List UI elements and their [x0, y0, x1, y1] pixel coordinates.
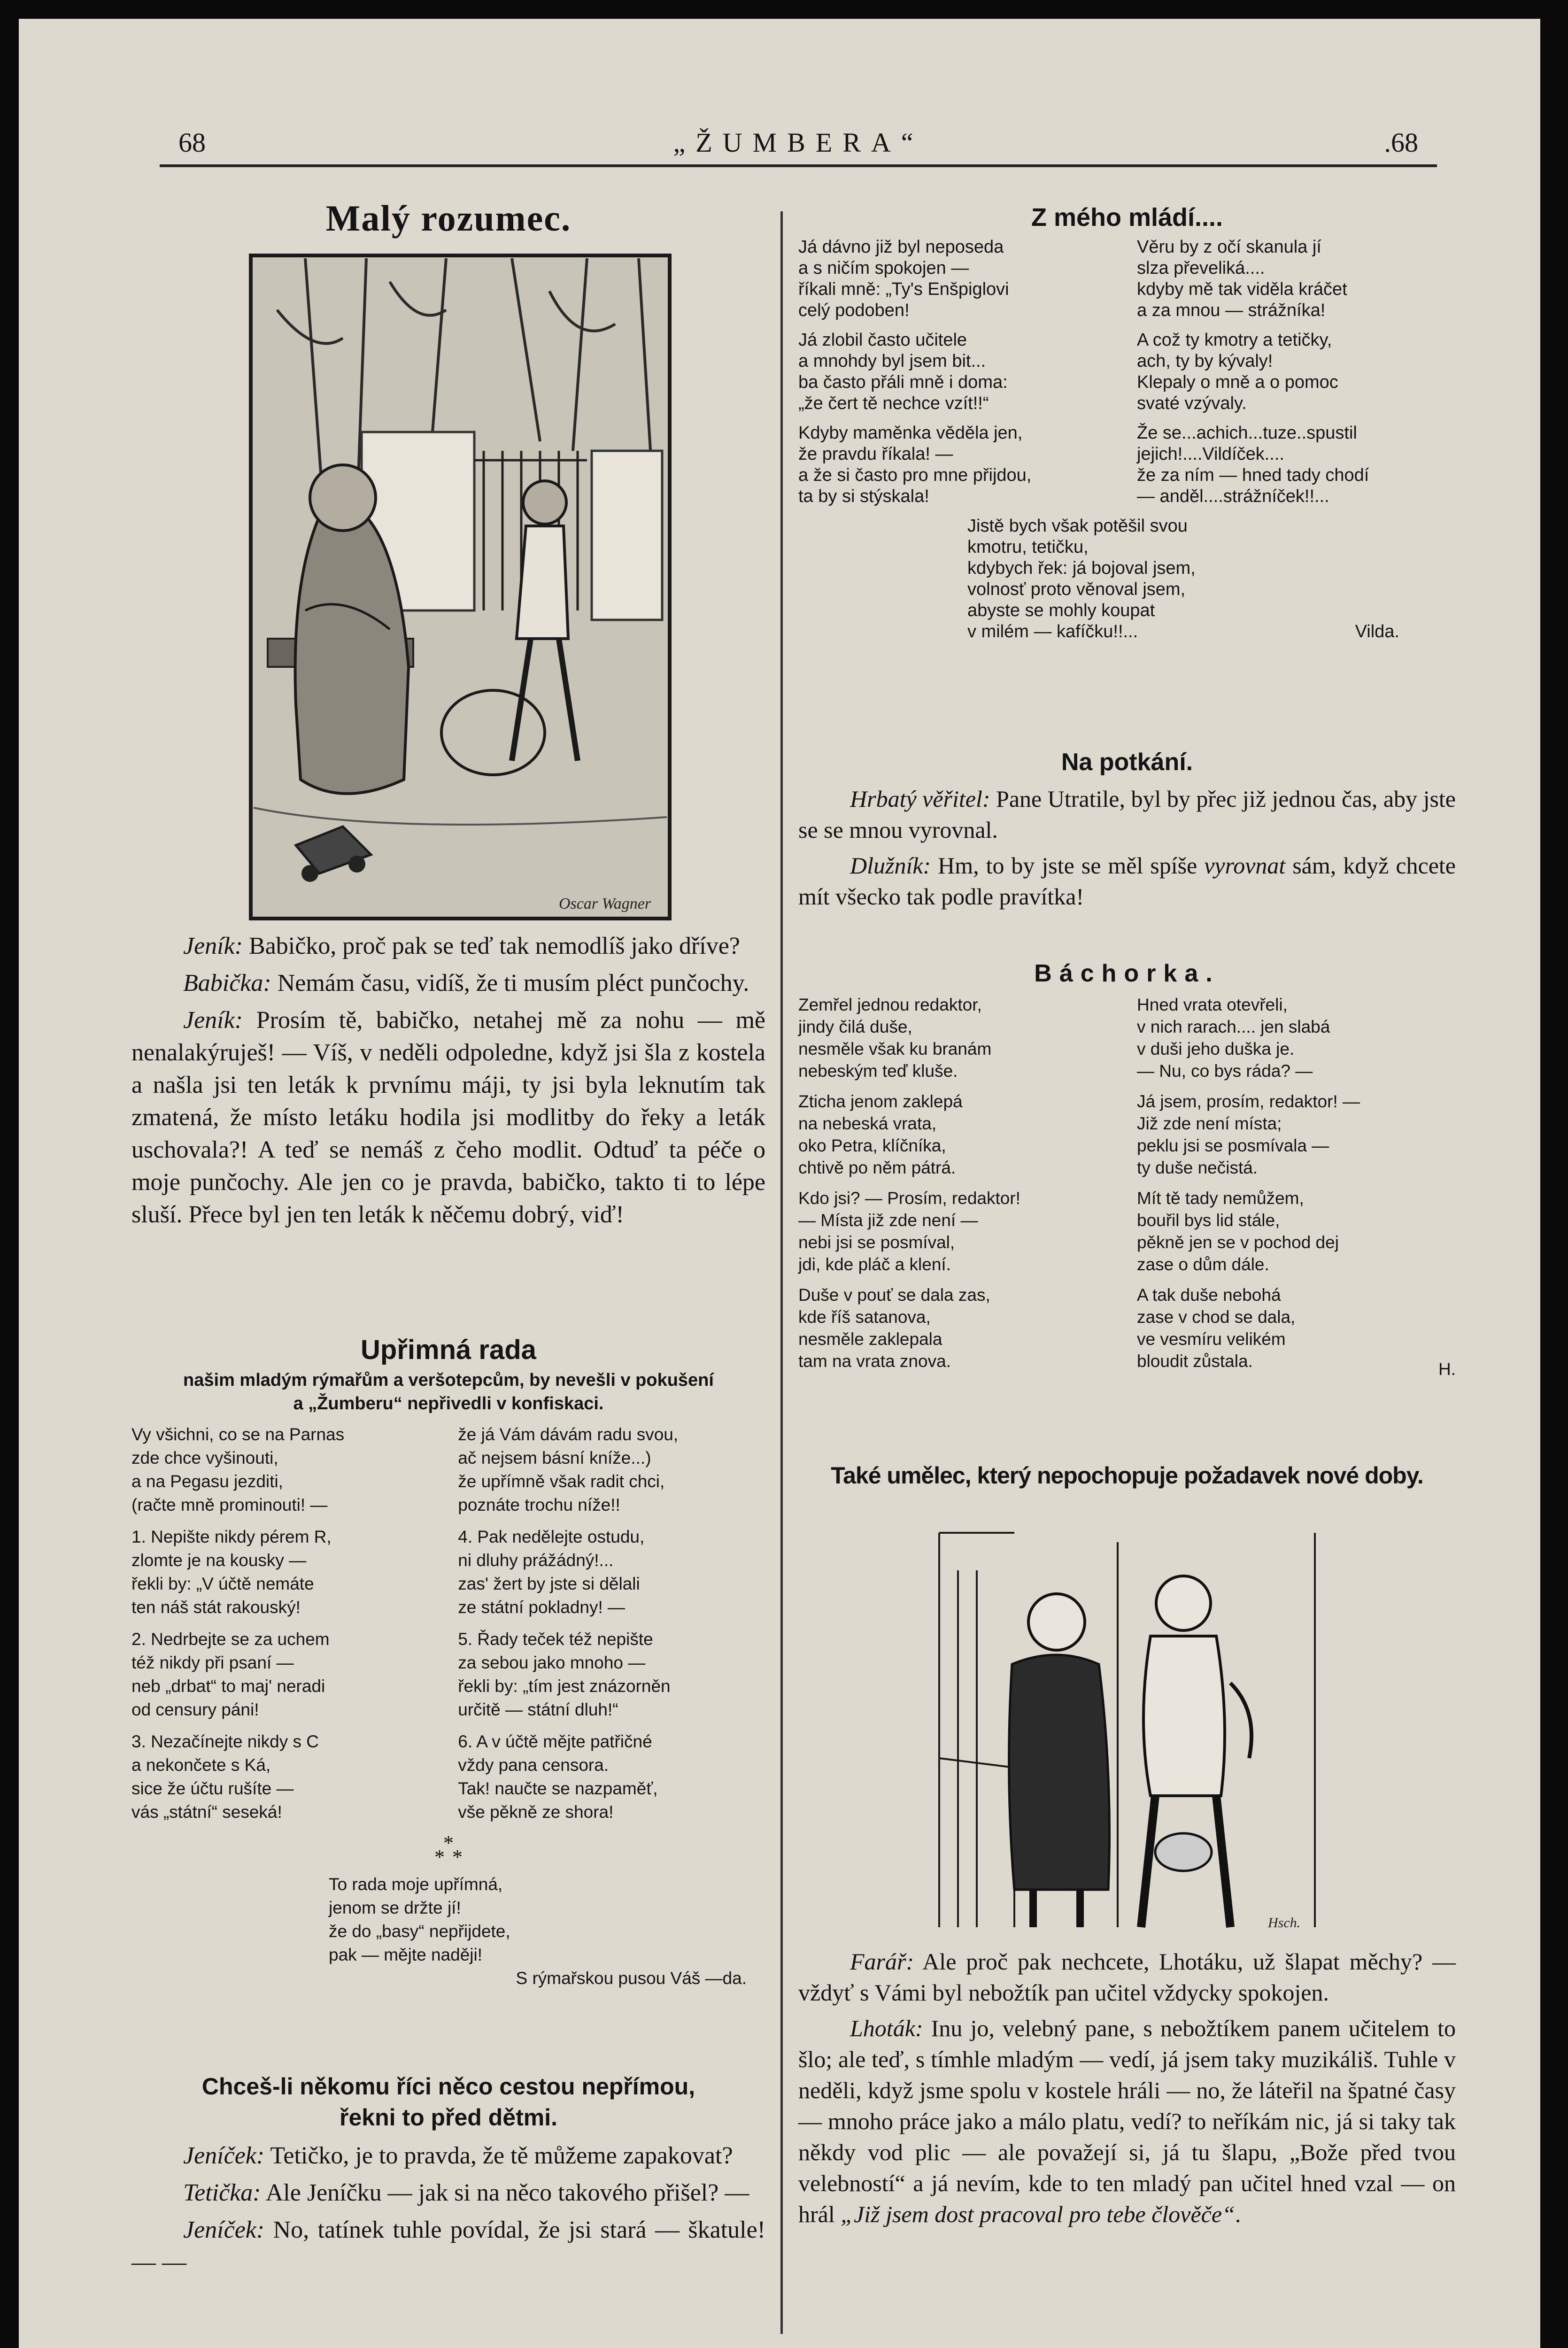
illustration-signature: Oscar Wagner [559, 895, 651, 912]
poem-final-block [798, 516, 1456, 642]
stanza [1137, 237, 1456, 321]
verse-line: a nekončete s Ká, [131, 1755, 271, 1775]
verse-line: — Nu, co bys ráda? — [1137, 1061, 1313, 1081]
stanza [458, 1730, 765, 1824]
stanza [131, 1423, 439, 1517]
verse-line: nebi jsi se posmíval, [798, 1233, 955, 1252]
paragraph [798, 850, 1456, 912]
verse-line: Já jsem, prosím, redaktor! — [1137, 1092, 1360, 1111]
verse-line: poznáte trochu níže!! [458, 1495, 620, 1514]
dialogue-text [798, 1946, 1456, 2230]
verse-line: To rada moje upřímná, [329, 1875, 503, 1894]
verse-line: svaté vzývaly. [1137, 394, 1247, 413]
speaker-label: Lhoták: [850, 2015, 923, 2041]
verse-line: 6. A v účtě mějte patřičné [458, 1732, 652, 1751]
speaker-label: Babička: [183, 970, 271, 996]
verse-line: v milém — kafíčku!!... [967, 622, 1138, 641]
verse-line: Jistě bych však potěšil svou [967, 516, 1188, 536]
column-divider [780, 211, 783, 2334]
paragraph [131, 1004, 765, 1231]
article-title [131, 2071, 765, 2133]
verse-line: a za mnou — strážníka! [1137, 301, 1326, 320]
stanza [1137, 1187, 1456, 1275]
verse-line: že pravdu říkala! — [798, 444, 953, 464]
newspaper-page [19, 19, 1540, 2348]
verse-line: Zemřel jednou redaktor, [798, 995, 982, 1014]
stanza [131, 1525, 439, 1619]
verse-line: Kdyby maměnka věděla jen, [798, 423, 1023, 443]
verse-line: za sebou jako mnoho — [458, 1653, 646, 1672]
verse-line: ač nejsem básní knížе...) [458, 1448, 651, 1468]
illustration-priest-and-organ-bellows-man [930, 1514, 1334, 1937]
verse-line: sice že účtu rušíte — [131, 1779, 294, 1798]
stanza [798, 423, 1117, 507]
verse-line: jejich!....Vildíček.... [1137, 444, 1284, 464]
intro-line: a „Žumberu“ nepřivedli v konfiskaci. [293, 1394, 604, 1413]
verse-line: nebeským teď kluše. [798, 1061, 958, 1081]
paragraph [798, 2013, 1456, 2230]
paragraph-text: Inu jo, velebný pane, s nebožtíkem panem učitelem to šlo; ale teď, s tímhle mladým — vedí, já jsem taky muzikáliš. Tuhle v neděli, když jsme spolu v kostele hráli — no, že láteřil na špatné časy — mnoho práce jako a málo platu, vedí? to neříkám nic, já si taky tak někdy vod plic — ale považejí si, já tu šlapu, „Bože před tvou velebností“ a já nevím, kde to ten mladý pan učitel hned vzal — on hrál [798, 2015, 1456, 2227]
verse-line: peklu jsi se posmívala — [1137, 1136, 1329, 1155]
paragraph [798, 783, 1456, 845]
paragraph [131, 967, 765, 999]
poem-left-column [798, 994, 1117, 1381]
verse-line: — Místa již zde není — [798, 1211, 978, 1230]
article-chces-li [131, 2071, 765, 2283]
paragraph-text: Babičko, proč pak se teď tak nemodlíš jako dříve? [243, 933, 740, 959]
speaker-label: Jeníček: [183, 2142, 265, 2169]
verse-line: jdi, kde pláč a klení. [798, 1255, 951, 1274]
verse-line: Že se...achich...tuze..spustil [1137, 423, 1357, 443]
verse-line: 4. Pak nedělejte ostudu, [458, 1527, 645, 1546]
verse-line: v nich rarach.... jen slabá [1137, 1017, 1330, 1036]
verse-line: nesměle zaklepala [798, 1329, 942, 1349]
left-column [131, 178, 765, 2348]
stanza [798, 1187, 1117, 1275]
stanza [798, 330, 1117, 414]
article-na-potkani [798, 747, 1456, 917]
article-uprimna-rada [131, 1334, 765, 1990]
verse-line: zlomte je na kousky — [131, 1551, 307, 1570]
verse-line: a že si často pro mne přijdou, [798, 465, 1032, 485]
verse-line: kdybych řek: já bojoval jsem, [967, 558, 1196, 578]
verse-line: Věru by z očí skanula jí [1137, 237, 1321, 257]
paragraph-text: Ale Jeníčku — jak si na něco takového přišel? — [261, 2179, 749, 2206]
dialogue-text [798, 783, 1456, 912]
speaker-label: Dlužník: [850, 852, 931, 879]
verse-line: Již zde není místa; [1137, 1114, 1282, 1133]
verse-line: a mnohdy byl jsem bit... [798, 351, 986, 371]
title-line: Chceš-li někomu říci něco cestou nepřímou, [201, 2073, 695, 2100]
paragraph [798, 1946, 1456, 2008]
poem-two-columns [798, 237, 1456, 516]
stanza [131, 1730, 439, 1824]
verse-line: tam na vrata znova. [798, 1352, 951, 1371]
poem-two-columns [131, 1423, 765, 1832]
verse-line: vás „státní“ seseká! [131, 1802, 282, 1822]
article-intro [131, 1368, 765, 1415]
poem-two-columns [798, 994, 1456, 1381]
right-column [798, 188, 1456, 2348]
verse-line: slza převeliká.... [1137, 258, 1265, 278]
article-maly-rozumec [131, 197, 765, 1236]
illustration-grandmother-and-boy [249, 254, 672, 920]
verse-line: 1. Nepište nikdy pérem R, [131, 1527, 332, 1546]
speaker-label: Jeník: [183, 1007, 243, 1034]
article-z-meho-mladi [798, 202, 1456, 642]
verse-line: že do „basy“ nepřijdete, [329, 1922, 510, 1941]
stanza [458, 1525, 765, 1619]
verse-line: chtivě po něm pátrá. [798, 1158, 956, 1177]
paragraph-text: Nemám času, vidíš, že ti musím pléct punčochy. [271, 970, 749, 996]
verse-line: kmotru, tetičku, [967, 537, 1089, 557]
stanza [798, 1090, 1117, 1179]
speaker-label: Jeníček: [183, 2217, 265, 2243]
verse-line: ni dluhy prážádný!... [458, 1551, 614, 1570]
verse-line: Kdo jsi? — Prosím, redaktor! [798, 1189, 1020, 1208]
verse-line: A což ty kmotry a tetičky, [1137, 330, 1332, 350]
paragraph-text: Pane Utratile, byl by přec již jednou čas, aby jste se se mnou vyrovnal. [798, 786, 1456, 843]
stanza [1137, 330, 1456, 414]
verse-line: nesměle však ku branám [798, 1039, 992, 1058]
speaker-label: Farář: [850, 1948, 914, 1975]
verse-line: jindy čilá duše, [798, 1017, 912, 1036]
verse-line: Tak! naučte se nazpaměť, [458, 1779, 658, 1798]
verse-line: též nikdy při psaní — [131, 1653, 294, 1672]
verse-line: Mít tě tady nemůžem, [1137, 1189, 1304, 1208]
page-number-left: 68 [178, 127, 206, 158]
paragraph-emphasis: vyrovnat [1204, 852, 1286, 879]
verse-line: 3. Nezačínejte nikdy s C [131, 1732, 319, 1751]
verse-line: ze státní pokladny! — [458, 1598, 626, 1617]
paragraph [131, 930, 765, 962]
poem-left-column [131, 1423, 439, 1832]
article-take-umelec [798, 1460, 1456, 2234]
verse-line: že upřímně však radit chci, [458, 1472, 665, 1491]
article-title: Z mého mládí.... [1031, 203, 1223, 232]
verse-line: Klepaly o mně a o pomoc [1137, 372, 1338, 392]
stanza [1137, 423, 1456, 507]
verse-line: abyste se mohly koupat [967, 601, 1155, 620]
poem-signature: Vilda. [1355, 622, 1399, 641]
article-title: Malý rozumec. [325, 198, 572, 239]
paragraph-text-tail: sám, když chcete mít všecko tak podle pravítka! [798, 852, 1456, 910]
verse-line: Já dávno již byl neposeda [798, 237, 1004, 257]
title-line: řekni to před dětmi. [340, 2104, 557, 2131]
verse-line: a na Pegasu jezditi, [131, 1472, 283, 1491]
verse-line: Zticha jenom zaklepá [798, 1092, 963, 1111]
verse-line: na nebeská vrata, [798, 1114, 937, 1133]
verse-line: neb „drbat“ to maj' neradi [131, 1676, 325, 1696]
paragraph [131, 2214, 765, 2278]
verse-line: že za ním — hned tady chodí [1137, 465, 1369, 485]
verse-line: bouřil bys lid stále, [1137, 1211, 1280, 1230]
dialogue-text [131, 930, 765, 1231]
paragraph [131, 2177, 765, 2209]
verse-line: říkali mně: „Ty's Enšpiglovi [798, 279, 1009, 299]
paragraph-text-tail: . [1235, 2201, 1241, 2227]
page-number-right: .68 [1384, 127, 1418, 158]
verse-line: a s ničím spokojen — [798, 258, 969, 278]
verse-line: ach, ty by kývaly! [1137, 351, 1273, 371]
verse-line: bloudit zůstala. [1137, 1352, 1253, 1371]
verse-line: kdyby mě tak viděla kráčet [1137, 279, 1347, 299]
verse-line: kde říš satanova, [798, 1307, 931, 1327]
verse-line: zase v chod se dala, [1137, 1307, 1296, 1327]
verse-line: 2. Nedrbejte se za uchem [131, 1630, 330, 1649]
verse-line: vždy pana censora. [458, 1755, 609, 1775]
article-bachorka [798, 958, 1456, 1379]
stanza [1137, 1284, 1456, 1372]
verse-line: pak — mějte naději! [329, 1945, 483, 1964]
verse-line: 5. Řady teček též nepište [458, 1630, 653, 1649]
paragraph [131, 2139, 765, 2172]
verse-line: — anděl....strážníček!!... [1137, 487, 1329, 506]
stanza [1137, 1090, 1456, 1179]
verse-line: oko Petra, klíčníka, [798, 1136, 946, 1155]
poem-right-column [458, 1423, 765, 1832]
stanza [458, 1628, 765, 1722]
verse-line: v duši jeho duška je. [1137, 1039, 1295, 1058]
poem-right-column [1137, 994, 1456, 1381]
speaker-label: Tetička: [183, 2179, 261, 2206]
verse-line: Já zlobil často učitele [798, 330, 967, 350]
verse-line: zase o dům dále. [1137, 1255, 1269, 1274]
article-title: Upřimná rada [361, 1335, 536, 1365]
verse-line: Hned vrata otevřeli, [1137, 995, 1288, 1014]
verse-line: určitě — státní dluh!“ [458, 1700, 618, 1719]
speaker-label: Hrbatý věřitel: [850, 786, 990, 812]
poem-right-column [1137, 237, 1456, 516]
verse-line: volnosť proto věnoval jsem, [967, 579, 1186, 599]
dialogue-text [131, 2139, 765, 2278]
verse-line: řekli by: „tím jest znázorněn [458, 1676, 671, 1696]
stanza [1137, 994, 1456, 1082]
verse-line: ba často přáli mně i doma: [798, 372, 1008, 392]
article-title: Na potkání. [1061, 749, 1193, 776]
verse-line: vše pěkně ze shora! [458, 1802, 614, 1822]
verse-line: A tak duše nebohá [1137, 1285, 1281, 1305]
verse-line: že já Vám dávám radu svou, [458, 1425, 679, 1444]
paragraph-text: Prosím tě, babičko, netahej mě za nohu — mě nenalakýruješ! — Víš, v neděli odpoledne, když jsi šla z kostela a našla jsi ten leták k prvnímu máji, ty jsi byla leknutím tak zmatená, že místo letáku hodila jsi modlitby do řeky a leták uschovala?! A teď se nemáš z čeho modlit. Odtuď ta péče o moje punčochy. Ale jen co je pravda, babičko, takto ti to lépe sluší. Přece byl jen ten leták k něčemu dobrý, viď! [131, 1007, 765, 1228]
verse-line: Duše v pouť se dala zas, [798, 1285, 990, 1305]
verse-line: ta by si stýskala! [798, 487, 929, 506]
paragraph-text: Tetičko, je to pravda, že tě můžeme zapakovat? [264, 2142, 733, 2169]
verse-line: ty duše nečistá. [1137, 1158, 1258, 1177]
stanza [798, 1284, 1117, 1372]
speaker-label: Jeník: [183, 933, 243, 959]
poem-signature: H. [1438, 1359, 1456, 1379]
verse-line: zas' žert by jste si dělali [458, 1574, 640, 1593]
verse-line: řekli by: „V účtě nemáte [131, 1574, 314, 1593]
page-header [160, 122, 1437, 167]
verse-line: od censury páni! [131, 1700, 259, 1719]
verse-line: Vy všichni, co se na Parnas [131, 1425, 345, 1444]
poem-signature: S rýmařskou pusou Váš —da. [516, 1969, 747, 1988]
article-title: Také umělec, který nepochopuje požadavek nové doby. [831, 1462, 1423, 1489]
verse-line: „že čert tě nechce vzít!!“ [798, 394, 989, 413]
verse-line: (račte mně prominouti! — [131, 1495, 328, 1514]
verse-line: zde chce vyšinouti, [131, 1448, 278, 1468]
paragraph-text: No, tatínek tuhle povídal, že jsi stará — škatule! — — [131, 2217, 765, 2276]
asterism-divider: * * * [434, 1831, 463, 1869]
verse-line: ten náš stát rakouský! [131, 1598, 301, 1617]
verse-line: ve vesmíru velikém [1137, 1329, 1286, 1349]
paragraph-text: Hm, to by jste se měl spíše [931, 852, 1205, 879]
paragraph-emphasis: „Již jsem dost pracoval pro tebe člověče“ [841, 2201, 1235, 2227]
article-title: Báchorka. [1034, 960, 1220, 987]
poem-left-column [798, 237, 1117, 516]
stanza [131, 1628, 439, 1722]
verse-line: jenom se držte jí! [329, 1898, 461, 1917]
poem-final-stanza [329, 1873, 765, 1967]
paragraph-text: Ale proč pak nechcete, Lhotáku, už šlapat měchy? — vždyť s Vámi byl nebožtík pan učitel vždycky spokojen. [798, 1948, 1456, 2006]
illustration-signature: Hsch. [1268, 1915, 1301, 1931]
verse-line: celý podoben! [798, 301, 910, 320]
masthead-title: „ŽUMBERA“ [673, 127, 924, 158]
intro-line: našim mladým rýmařům a veršotepcům, by nevešli v pokušení [183, 1370, 714, 1390]
stanza [798, 237, 1117, 321]
verse-line: pěkně jen se v pochod dej [1137, 1233, 1339, 1252]
stanza [458, 1423, 765, 1517]
stanza [798, 994, 1117, 1082]
